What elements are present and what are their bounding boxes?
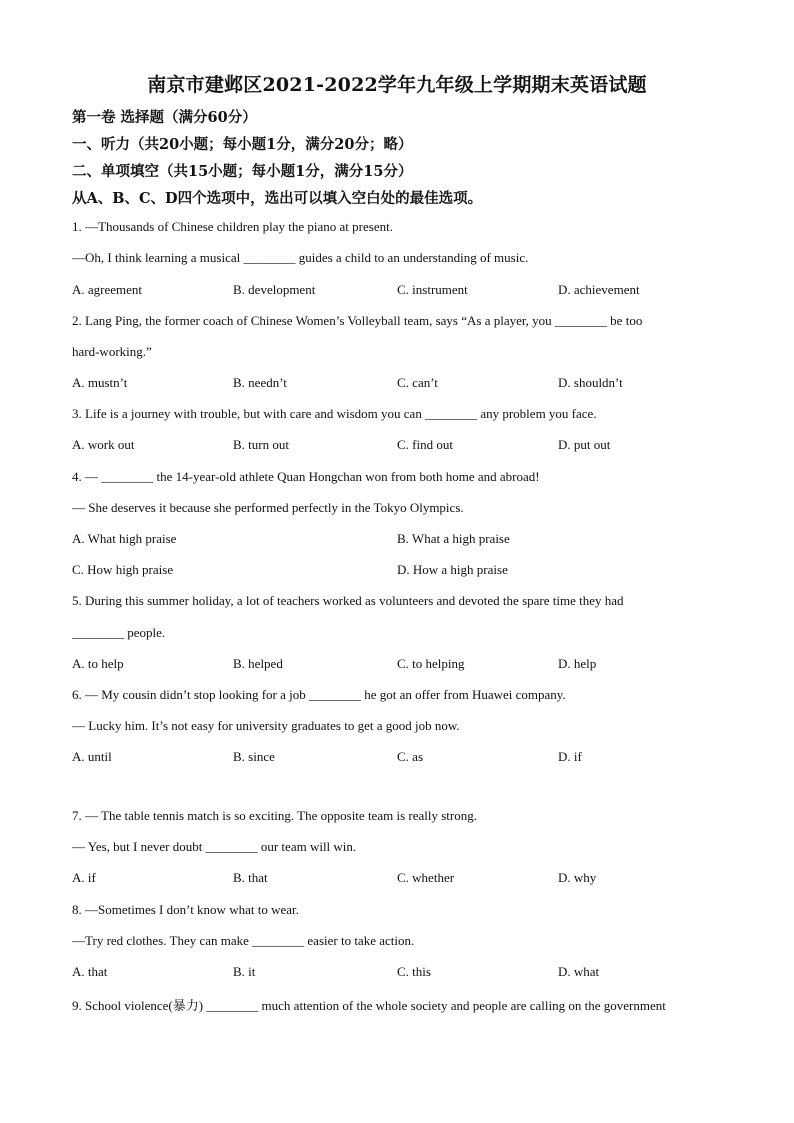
option-d: D. help [558,656,597,671]
question-line: 4. — ________ the 14-year-old athlete Quan Hongchan won from both home and abroad! [72,469,540,484]
question-line: 9. School violence(暴力) ________ much attention of the whole society and people are calling on the government [72,998,666,1013]
instruction: 从A、B、C、D四个选项中，选出可以填入空白处的最佳选项。 [72,190,483,207]
question-line: — Lucky him. It’s not easy for university graduates to get a good job now. [72,718,460,733]
option-b: B. helped [233,656,283,671]
option-b: B. What a high praise [397,531,510,546]
option-d: D. put out [558,437,611,452]
option-b: B. needn’t [233,375,287,390]
part1-heading: 一、听力（共20小题；每小题1分，满分20分；略） [72,136,413,153]
page-title: 南京市建邺区2021-2022学年九年级上学期期末英语试题 [147,74,647,96]
option-d: D. why [558,870,597,885]
option-d: D. if [558,749,582,764]
option-a: A. until [72,749,112,764]
option-a: A. What high praise [72,531,177,546]
question-line: 1. —Thousands of Chinese children play the piano at present. [72,219,393,234]
option-b: B. it [233,964,256,979]
option-b: B. turn out [233,437,289,452]
question-line: 2. Lang Ping, the former coach of Chinese Women’s Volleyball team, says “As a player, you ________ be too [72,313,643,328]
section-heading: 第一卷 选择题（满分60分） [72,109,257,126]
question-line: hard-working.” [72,344,152,359]
option-a: A. that [72,964,108,979]
option-c: C. instrument [397,282,468,297]
option-c: C. whether [397,870,455,885]
option-d: D. How a high praise [397,562,508,577]
option-c: C. can’t [397,375,438,390]
option-c: C. How high praise [72,562,174,577]
question-line: 3. Life is a journey with trouble, but with care and wisdom you can ________ any problem you face. [72,406,597,421]
option-d: D. shouldn’t [558,375,623,390]
option-c: C. this [397,964,431,979]
option-a: A. to help [72,656,124,671]
option-c: C. find out [397,437,453,452]
question-line: —Oh, I think learning a musical ________ guides a child to an understanding of music. [72,250,529,265]
option-b: B. since [233,749,275,764]
question-line: 7. — The table tennis match is so exciting. The opposite team is really strong. [72,808,477,823]
option-d: D. what [558,964,600,979]
option-d: D. achievement [558,282,640,297]
option-a: A. work out [72,437,135,452]
option-c: C. to helping [397,656,465,671]
option-b: B. development [233,282,316,297]
question-line: 6. — My cousin didn’t stop looking for a job ________ he got an offer from Huawei company. [72,687,566,702]
option-a: A. agreement [72,282,143,297]
option-a: A. if [72,870,96,885]
option-c: C. as [397,749,423,764]
question-line: — Yes, but I never doubt ________ our team will win. [72,839,357,854]
question-line: —Try red clothes. They can make ________ easier to take action. [72,933,415,948]
question-line: ________ people. [72,625,166,640]
question-line: — She deserves it because she performed perfectly in the Tokyo Olympics. [72,500,464,515]
question-line: 5. During this summer holiday, a lot of teachers worked as volunteers and devoted the spare time they had [72,593,624,608]
option-a: A. mustn’t [72,375,128,390]
option-b: B. that [233,870,268,885]
question-line: 8. —Sometimes I don’t know what to wear. [72,902,299,917]
part2-heading: 二、单项填空（共15小题；每小题1分，满分15分） [72,163,413,180]
